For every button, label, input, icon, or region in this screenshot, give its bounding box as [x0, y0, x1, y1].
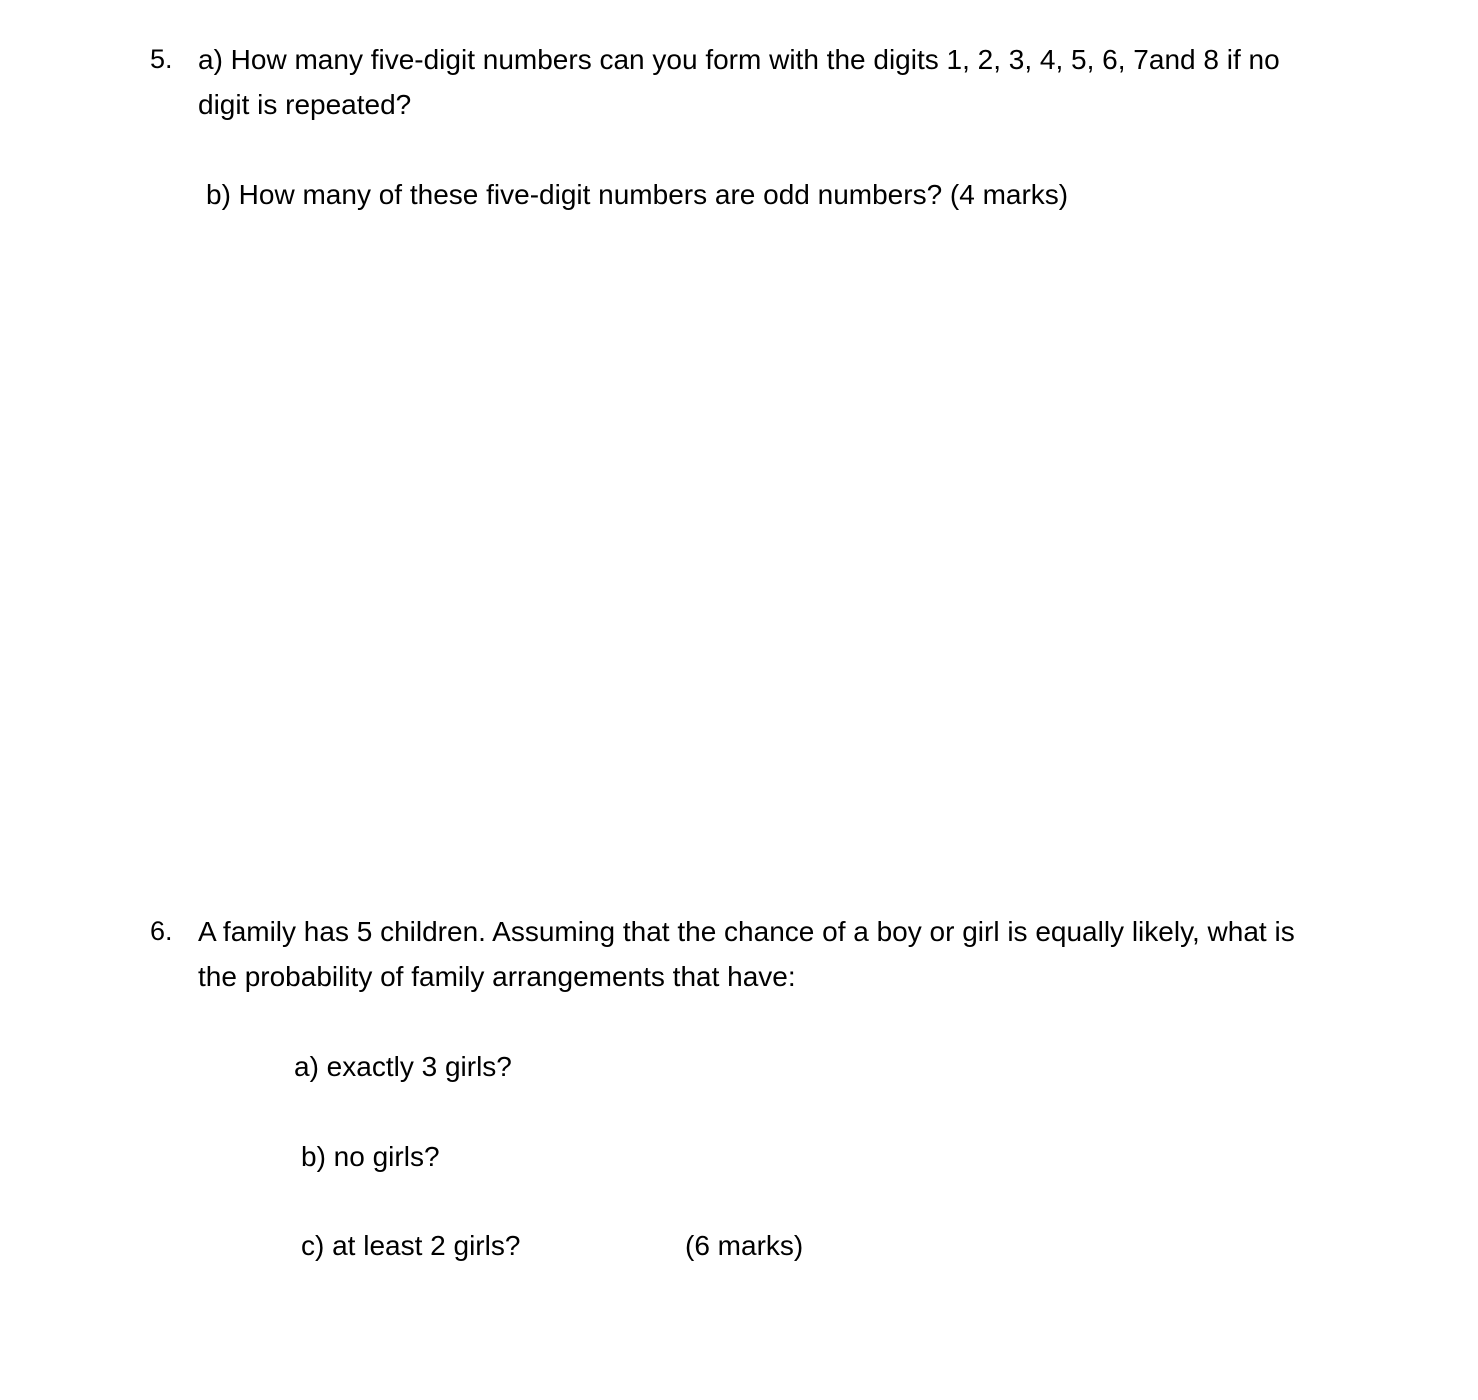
question-5b-text: b) How many of these five-digit numbers are odd numbers? (4 marks) — [206, 179, 1069, 210]
question-6a-text: a) exactly 3 girls? — [294, 1051, 512, 1082]
question-6c-text: c) at least 2 girls? — [301, 1230, 521, 1261]
question-5a-text-line2: digit is repeated? — [198, 89, 412, 120]
question-5-number: 5. — [150, 44, 173, 74]
question-6-number: 6. — [150, 916, 173, 946]
question-6b-text: b) no girls? — [301, 1141, 440, 1172]
question-6-intro-line1: A family has 5 children. Assuming that the chance of a boy or girl is equally likely, what is — [198, 916, 1295, 947]
question-5a-text-line1: a) How many five-digit numbers can you form with the digits 1, 2, 3, 4, 5, 6, 7and 8 if no — [198, 44, 1280, 75]
question-6-marks: (6 marks) — [685, 1230, 804, 1261]
question-6-intro-line2: the probability of family arrangements that have: — [198, 961, 796, 992]
